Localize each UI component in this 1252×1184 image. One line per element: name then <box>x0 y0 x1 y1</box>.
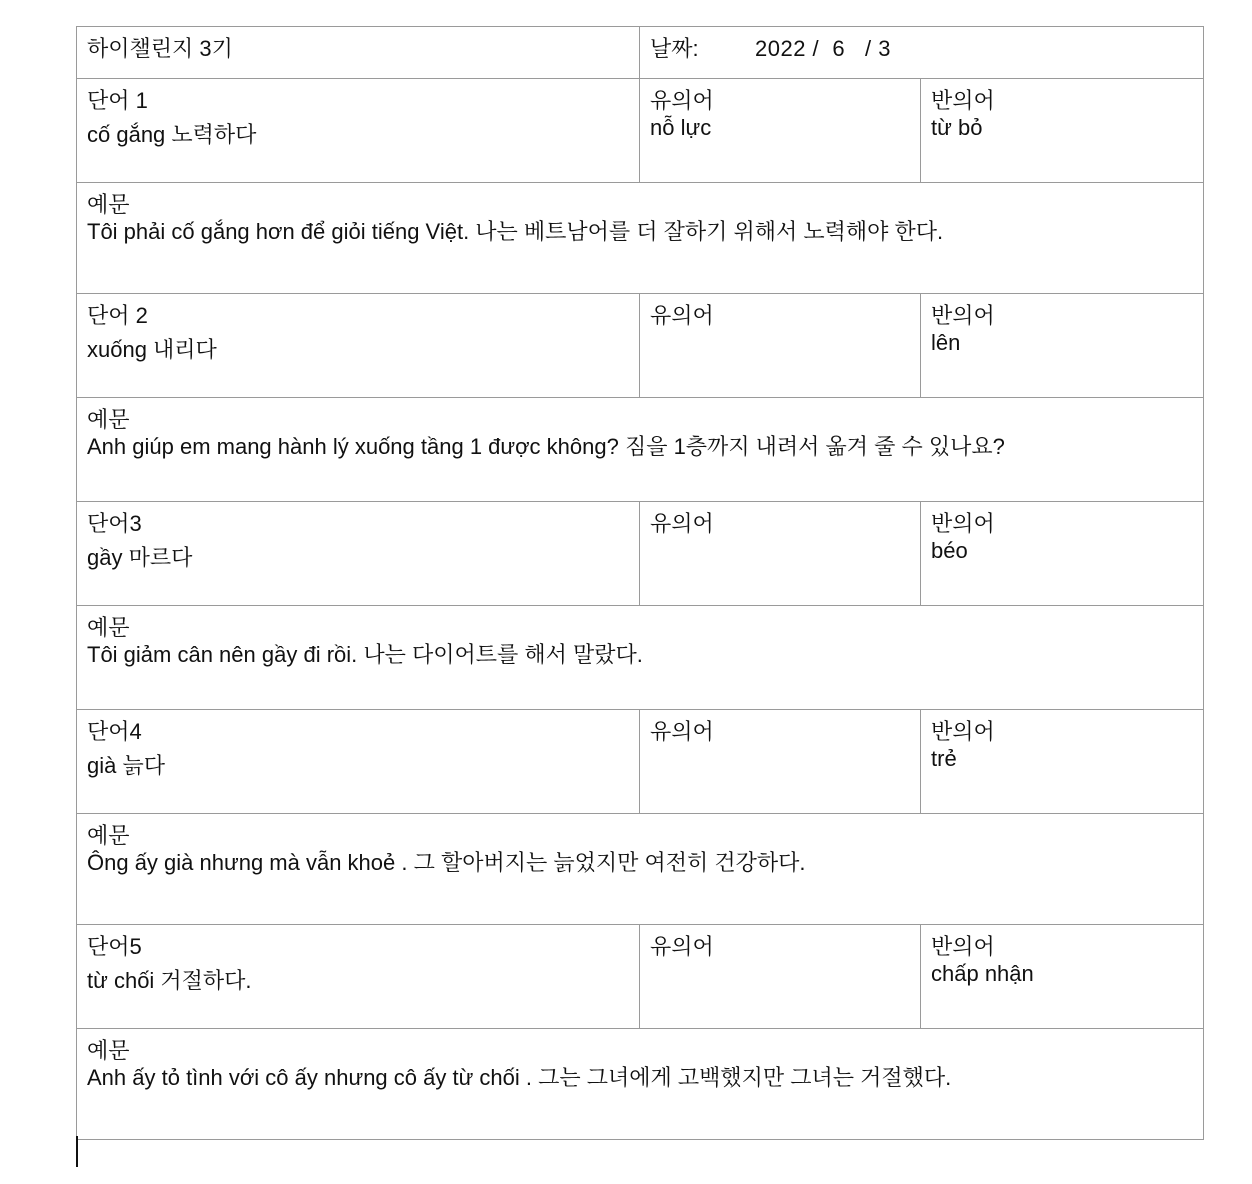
word-cell-3[interactable] <box>77 502 640 606</box>
word-text-3: gầy 마르다 <box>87 545 193 570</box>
synonym-cell-1[interactable] <box>640 79 921 183</box>
antonym-label-4: 반의어 <box>931 719 995 744</box>
antonym-cell-3[interactable] <box>921 502 1204 606</box>
example-text-1: Tôi phải cố gắng hơn để giỏi tiếng Việt. 나는 베트남어를 더 잘하기 위해서 노력해야 한다. <box>87 219 944 244</box>
example-label-2: 예문 <box>87 407 130 432</box>
example-cell-4[interactable] <box>77 814 1204 925</box>
word-label-1: 단어 1 <box>87 88 148 113</box>
antonym-text-1: từ bỏ <box>931 115 983 140</box>
example-cell-5[interactable] <box>77 1029 1204 1140</box>
word-label-2: 단어 2 <box>87 303 148 328</box>
antonym-label-1: 반의어 <box>931 88 995 113</box>
example-label-4: 예문 <box>87 823 130 848</box>
document-title: 하이챌린지 3기 <box>87 36 233 61</box>
example-text-4: Ông ấy già nhưng mà vẫn khoẻ . 그 할아버지는 늙었지만 여전히 건강하다. <box>87 850 806 875</box>
synonym-cell-2[interactable] <box>640 294 921 398</box>
antonym-cell-4[interactable] <box>921 710 1204 814</box>
synonym-label-1: 유의어 <box>650 88 714 113</box>
word-row-4 <box>77 710 1204 814</box>
word-label-5: 단어5 <box>87 934 142 959</box>
word-cell-5[interactable] <box>77 925 640 1029</box>
antonym-cell-2[interactable] <box>921 294 1204 398</box>
example-cell-2[interactable] <box>77 398 1204 502</box>
example-label-5: 예문 <box>87 1038 130 1063</box>
antonym-text-4: trẻ <box>931 746 957 771</box>
date-cell[interactable] <box>640 27 1204 79</box>
word-row-5 <box>77 925 1204 1029</box>
example-row-1 <box>77 183 1204 294</box>
word-row-2 <box>77 294 1204 398</box>
example-row-4 <box>77 814 1204 925</box>
example-row-2 <box>77 398 1204 502</box>
word-label-4: 단어4 <box>87 719 142 744</box>
synonym-cell-4[interactable] <box>640 710 921 814</box>
date-label: 날짜: <box>650 36 699 61</box>
example-label-1: 예문 <box>87 192 130 217</box>
example-row-5 <box>77 1029 1204 1140</box>
synonym-label-5: 유의어 <box>650 934 714 959</box>
antonym-cell-5[interactable] <box>921 925 1204 1029</box>
example-label-3: 예문 <box>87 615 130 640</box>
antonym-text-5: chấp nhận <box>931 961 1034 986</box>
text-cursor <box>76 1136 78 1167</box>
example-text-3: Tôi giảm cân nên gầy đi rồi. 나는 다이어트를 해서 말랐다. <box>87 642 643 667</box>
antonym-text-3: béo <box>931 538 968 563</box>
example-text-5: Anh ấy tỏ tình với cô ấy nhưng cô ấy từ chối . 그는 그녀에게 고백했지만 그녀는 거절했다. <box>87 1065 952 1090</box>
header-row <box>77 27 1204 79</box>
antonym-text-2: lên <box>931 330 961 355</box>
date-value: 2022 / 6 / 3 <box>755 36 891 61</box>
antonym-label-2: 반의어 <box>931 303 995 328</box>
antonym-label-3: 반의어 <box>931 511 995 536</box>
example-text-2: Anh giúp em mang hành lý xuống tầng 1 được không? 짐을 1층까지 내려서 옮겨 줄 수 있나요? <box>87 434 1005 459</box>
antonym-cell-1[interactable] <box>921 79 1204 183</box>
word-label-3: 단어3 <box>87 511 142 536</box>
synonym-cell-3[interactable] <box>640 502 921 606</box>
synonym-text-1: nỗ lực <box>650 115 712 140</box>
antonym-label-5: 반의어 <box>931 934 995 959</box>
synonym-cell-5[interactable] <box>640 925 921 1029</box>
word-cell-1[interactable] <box>77 79 640 183</box>
synonym-label-3: 유의어 <box>650 511 714 536</box>
word-text-5: từ chối 거절하다. <box>87 968 252 993</box>
vocabulary-table <box>76 26 1204 1140</box>
example-row-3 <box>77 606 1204 710</box>
title-cell[interactable] <box>77 27 640 79</box>
word-cell-2[interactable] <box>77 294 640 398</box>
example-cell-1[interactable] <box>77 183 1204 294</box>
word-row-1 <box>77 79 1204 183</box>
word-text-2: xuống 내리다 <box>87 337 217 362</box>
word-cell-4[interactable] <box>77 710 640 814</box>
word-text-1: cố gắng 노력하다 <box>87 122 257 147</box>
example-cell-3[interactable] <box>77 606 1204 710</box>
word-text-4: già 늙다 <box>87 753 165 778</box>
synonym-label-4: 유의어 <box>650 719 714 744</box>
word-row-3 <box>77 502 1204 606</box>
synonym-label-2: 유의어 <box>650 303 714 328</box>
